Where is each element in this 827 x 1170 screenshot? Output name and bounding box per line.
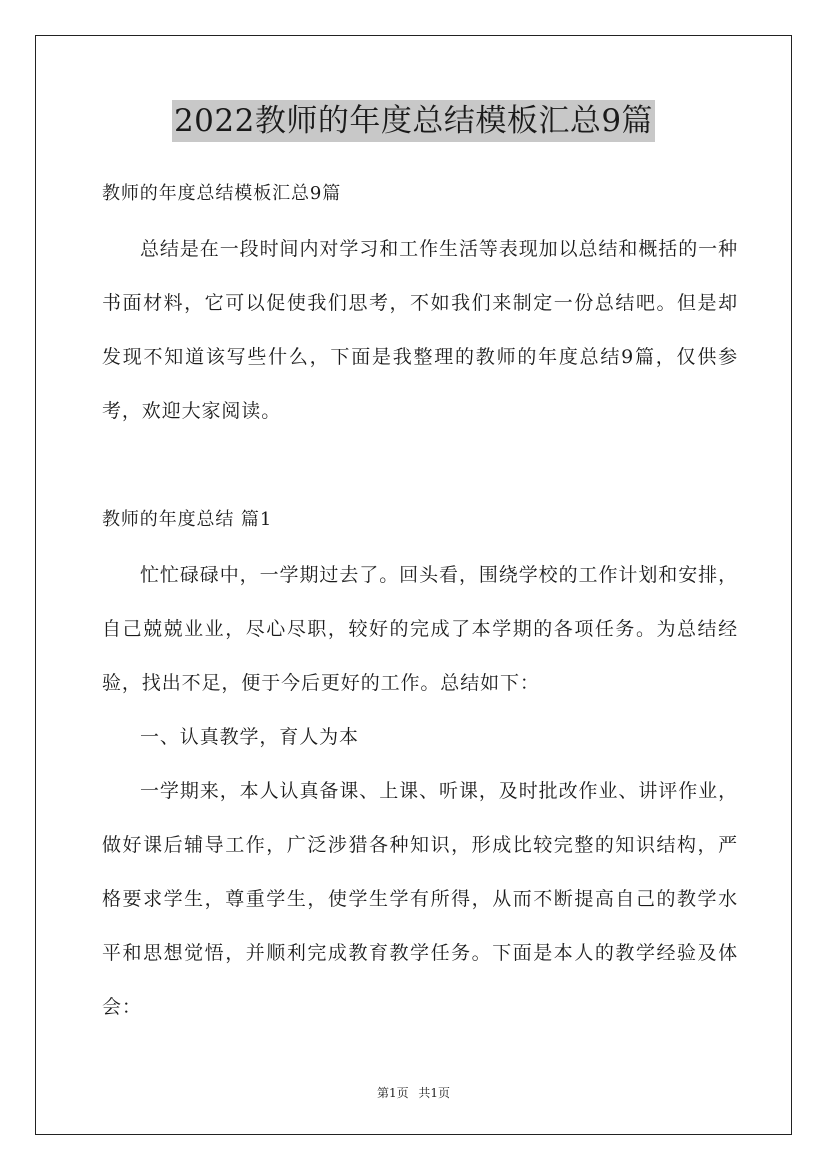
- document-title-text: 2022教师的年度总结模板汇总9篇: [172, 100, 655, 142]
- body-paragraph-1: 忙忙碌碌中，一学期过去了。回头看，围绕学校的工作计划和安排，自己兢兢业业，尽心尽职，较好的完成了本学期的各项任务。为总结经验，找出不足，便于今后更好的工作。总结如下：: [102, 564, 738, 694]
- page-footer: [0, 1085, 827, 1101]
- point-heading-1: 一、认真教学，育人为本: [140, 726, 359, 748]
- document-subtitle: 教师的年度总结模板汇总9篇: [102, 183, 342, 204]
- page-total: 共1页: [418, 1086, 451, 1100]
- body-paragraph-2: 一学期来，本人认真备课、上课、听课，及时批改作业、讲评作业，做好课后辅导工作，广泛涉猎各种知识，形成比较完整的知识结构，严格要求学生，尊重学生，使学生学有所得，从而不断提高自己的教学水平和思想觉悟，并顺利完成教育教学任务。下面是本人的教学经验及体会：: [102, 780, 738, 1018]
- document-title: [0, 100, 827, 142]
- page-number: 第1页: [376, 1086, 409, 1100]
- section-title: 教师的年度总结 篇1: [102, 509, 273, 530]
- document-body: [102, 176, 738, 1034]
- intro-paragraph: 总结是在一段时间内对学习和工作生活等表现加以总结和概括的一种书面材料，它可以促使我们思考，不如我们来制定一份总结吧。但是却发现不知道该写些什么，下面是我整理的教师的年度总结9篇，仅供参考，欢迎大家阅读。: [102, 238, 738, 422]
